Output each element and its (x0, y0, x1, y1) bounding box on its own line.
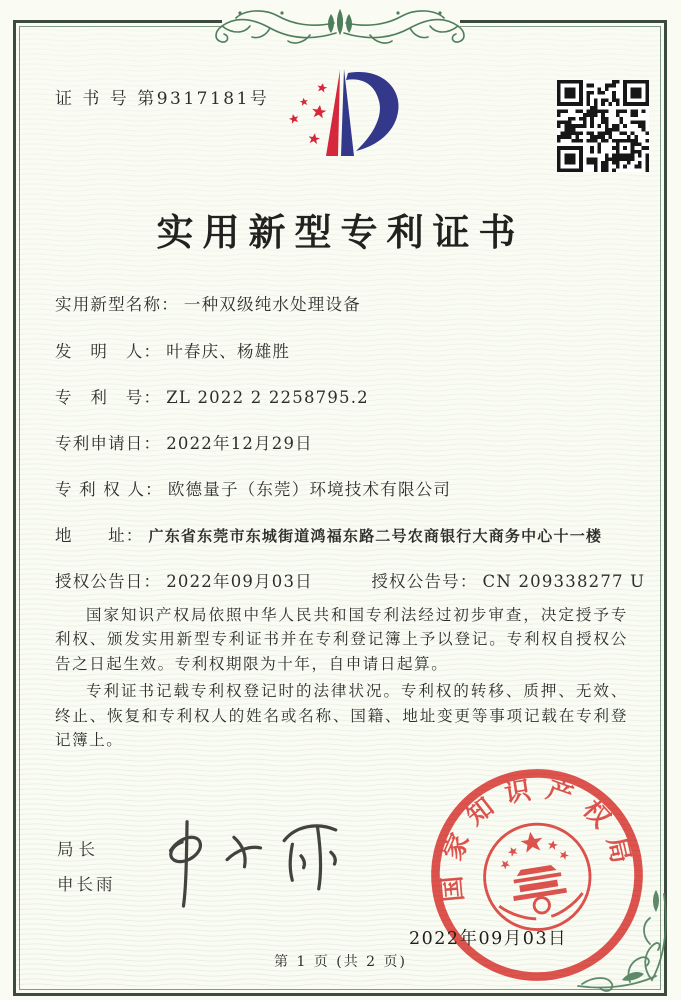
field-label: 实用新型名称： (55, 295, 179, 314)
field-row-name (55, 291, 361, 315)
certificate-number: 证 书 号 第9317181号 (55, 89, 270, 109)
grant-pub-label: 授权公告号： (371, 572, 478, 591)
top-ornament (205, 0, 475, 54)
field-label: 发 明 人： (55, 342, 162, 361)
director-title: 局长 (57, 840, 100, 859)
field-row-patent-number (55, 384, 369, 408)
field-value: 一种双级纯水处理设备 (183, 295, 361, 314)
field-label: 地 址： (55, 526, 144, 545)
field-value: 2022年12月29日 (166, 434, 313, 453)
logo-blue-bowl (346, 72, 399, 151)
field-row-filing-date (55, 430, 313, 454)
field-label: 专 利 号： (55, 388, 162, 407)
logo-red-wedge (326, 70, 340, 156)
field-row-grant (55, 568, 645, 592)
field-row-patentee (55, 476, 451, 500)
field-value: ZL 2022 2 2258795.2 (166, 388, 369, 407)
certificate-title: 实用新型专利证书 (156, 210, 525, 254)
grant-date-label: 授权公告日： (55, 572, 162, 591)
logo-blue-stem (341, 69, 354, 156)
body-text (55, 603, 628, 756)
field-value: 广东省东莞市东城街道鸿福东路二号农商银行大商务中心十一楼 (148, 527, 603, 545)
national-emblem-icon (477, 817, 598, 938)
cnipa-patent-logo (274, 56, 420, 180)
body-paragraph-2: 专利证书记载专利权登记时的法律状况。专利权的转移、质押、无效、终止、恢复和专利权人的姓名或名称、国籍、地址变更等事项记载在专利登记簿上。 (55, 682, 628, 750)
qr-code (557, 80, 649, 172)
page-footer: 第 1 页 (共 2 页) (274, 954, 407, 970)
field-row-inventors (55, 338, 290, 362)
director-name: 申长雨 (57, 875, 116, 894)
field-row-address (55, 522, 602, 546)
director-signature (140, 800, 377, 914)
field-value: 欧德量子（东莞）环境技术有限公司 (167, 480, 452, 499)
field-label: 专利申请日： (55, 434, 162, 453)
field-label: 专 利 权 人： (55, 480, 163, 499)
star-icon (288, 82, 328, 145)
body-paragraph-1: 国家知识产权局依照中华人民共和国专利法经过初步审查，决定授予专利权、颁发实用新型专利证书并在专利登记簿上予以登记。专利权自授权公告之日起生效。专利权期限为十年，自申请日起算。 (55, 606, 628, 673)
seal-date: 2022年09月03日 (409, 929, 568, 949)
seal-text: 国家知识产权局 (436, 773, 639, 903)
grant-pub-value: CN 209338277 U (482, 572, 646, 591)
grant-date-value: 2022年09月03日 (166, 572, 313, 591)
field-value: 叶春庆、杨雄胜 (166, 342, 291, 361)
